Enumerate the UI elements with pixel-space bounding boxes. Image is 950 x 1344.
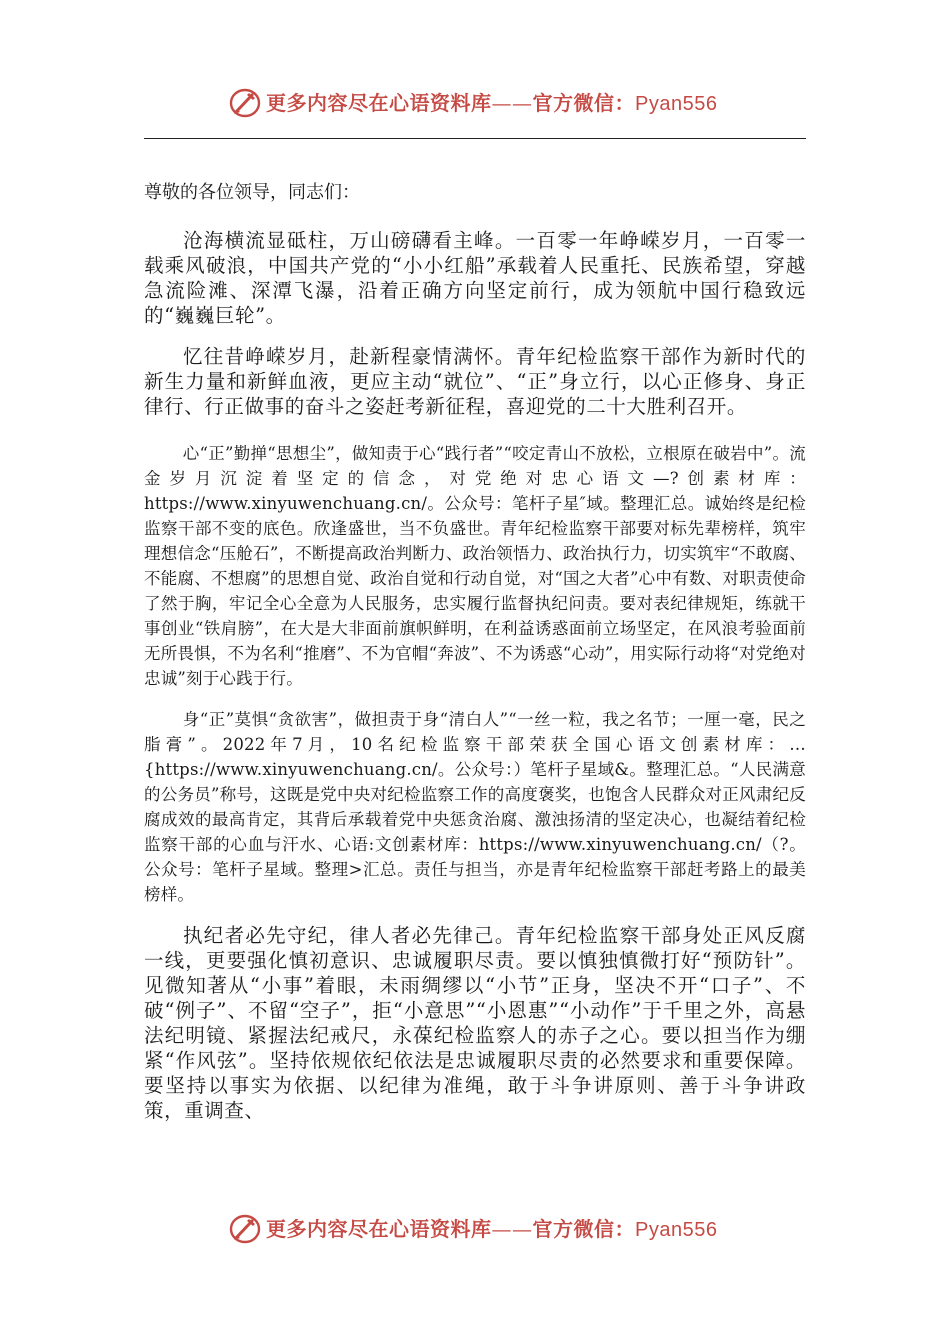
banner-dash: ——	[491, 1217, 533, 1241]
paragraph-5: 执纪者必先守纪，律人者必先律己。青年纪检监察干部身处正风反腐一线，更要强化慎初意识、忠诚履职尽责。要以慎独慎微打好“预防针”。见微知著从“小事”着眼，未雨绸缪以“小节”正身，坚决不开“口子”、不破“例子”、不留“空子”，拒“小意思”“小恩惠”“小动作”于千里之外，高悬法纪明镜、紧握法纪戒尺，永葆纪检监察人的赤子之心。要以担当作为绷紧“作风弦”。坚持依规依纪依法是忠诚履职尽责的必然要求和重要保障。要坚持以事实为依据、以纪律为准绳，敢于斗争讲原则、善于斗争讲政策，重调查、	[144, 924, 806, 1122]
pen-seal-logo	[228, 86, 262, 120]
document-body	[144, 180, 806, 1139]
banner-dash: ——	[491, 91, 533, 115]
banner-wechat-id: Pyan556	[635, 1219, 718, 1241]
header-banner	[0, 84, 950, 124]
banner-brand: 更多内容尽在心语资料库	[266, 91, 492, 115]
paragraph-4: 身“正”莫惧“贪欲害”，做担责于身“清白人”“一丝一粒，我之名节；一厘一毫，民之脂膏”。2022年7月，10名纪检监察干部荣获全国心语文创素材库：…{https://www.xinyuwenchuang.cn/。公众号：）笔杆子星域&。整理汇总。“人民满意的公务员”称号，这既是党中央对纪检监察工作的高度褒奖，也饱含人民群众对正风肃纪反腐成效的最高肯定，其背后承载着党中央惩贪治腐、激浊扬清的坚定决心，也凝结着纪检监察干部的心血与汗水、心语:文创素材库：https://www.xinyuwenchuang.cn/（?。公众号：笔杆子星域。整理>汇总。责任与担当，亦是青年纪检监察干部赶考路上的最美榜样。	[144, 710, 806, 904]
banner-brand: 更多内容尽在心语资料库	[266, 1217, 492, 1241]
pen-seal-logo	[228, 1212, 262, 1246]
header-rule	[144, 138, 806, 139]
banner-wechat-label: 官方微信：	[532, 1217, 635, 1241]
paragraph-1: 沧海横流显砥柱，万山磅礴看主峰。一百零一年峥嵘岁月，一百零一载乘风破浪，中国共产党的“小小红船”承载着人民重托、民族希望，穿越急流险滩、深潭飞瀑，沿着正确方向坚定前行，成为领航中国行稳致远的“巍巍巨轮”。	[144, 229, 806, 327]
salutation: 尊敬的各位领导，同志们：	[144, 182, 360, 203]
banner-text	[266, 90, 717, 117]
footer-banner	[0, 1210, 950, 1250]
banner-text	[266, 1216, 717, 1243]
paragraph-2: 忆往昔峥嵘岁月，赴新程豪情满怀。青年纪检监察干部作为新时代的新生力量和新鲜血液，更应主动“就位”、“正”身立行，以心正修身、身正律行、行正做事的奋斗之姿赶考新征程，喜迎党的二十大胜利召开。	[144, 345, 806, 418]
paragraph-3: 心“正”勤掸“思想尘”，做知责于心“践行者”“咬定青山不放松，立根原在破岩中”。流金岁月沉淀着坚定的信念，对党绝对忠心语文—?创素材库：https://www.xinyuwenchuang.cn/。公众号：笔杆子星″域。整理汇总。诚始终是纪检监察干部不变的底色。欣逢盛世，当不负盛世。青年纪检监察干部要对标先辈榜样，筑牢理想信念“压舱石”，不断提高政治判断力、政治领悟力、政治执行力，切实筑牢“不敢腐、不能腐、不想腐”的思想自觉、政治自觉和行动自觉，对“国之大者”心中有数、对职责使命了然于胸，牢记全心全意为人民服务，忠实履行监督执纪问责。要对表纪律规矩，练就干事创业“铁肩膀”，在大是大非面前旗帜鲜明，在利益诱惑面前立场坚定，在风浪考验面前无所畏惧，不为名利“推磨”、不为官帽“奔波”、不为诱惑“心动”，用实际行动将“对党绝对忠诚”刻于心践于行。	[144, 444, 806, 688]
banner-wechat-label: 官方微信：	[532, 91, 635, 115]
banner-wechat-id: Pyan556	[635, 93, 718, 115]
